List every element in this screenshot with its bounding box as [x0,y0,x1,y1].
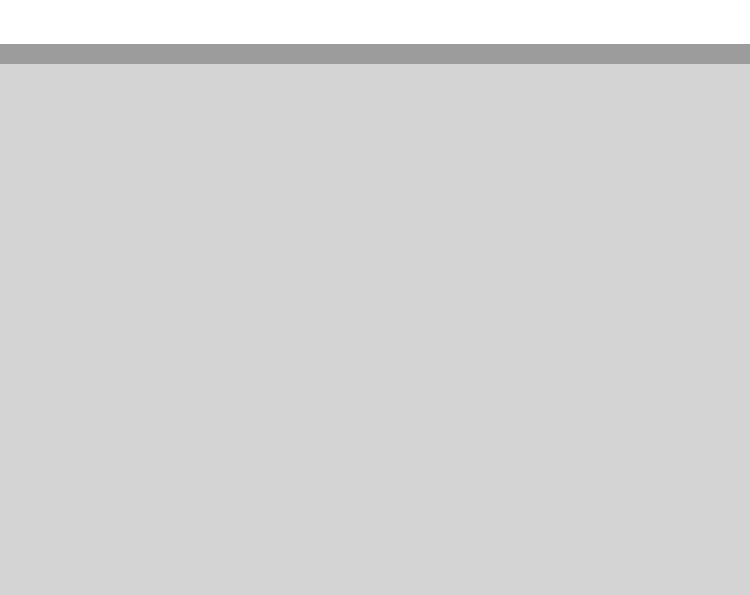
roadmap-table [0,44,750,595]
table-caption [0,0,750,44]
table-header [0,44,750,64]
